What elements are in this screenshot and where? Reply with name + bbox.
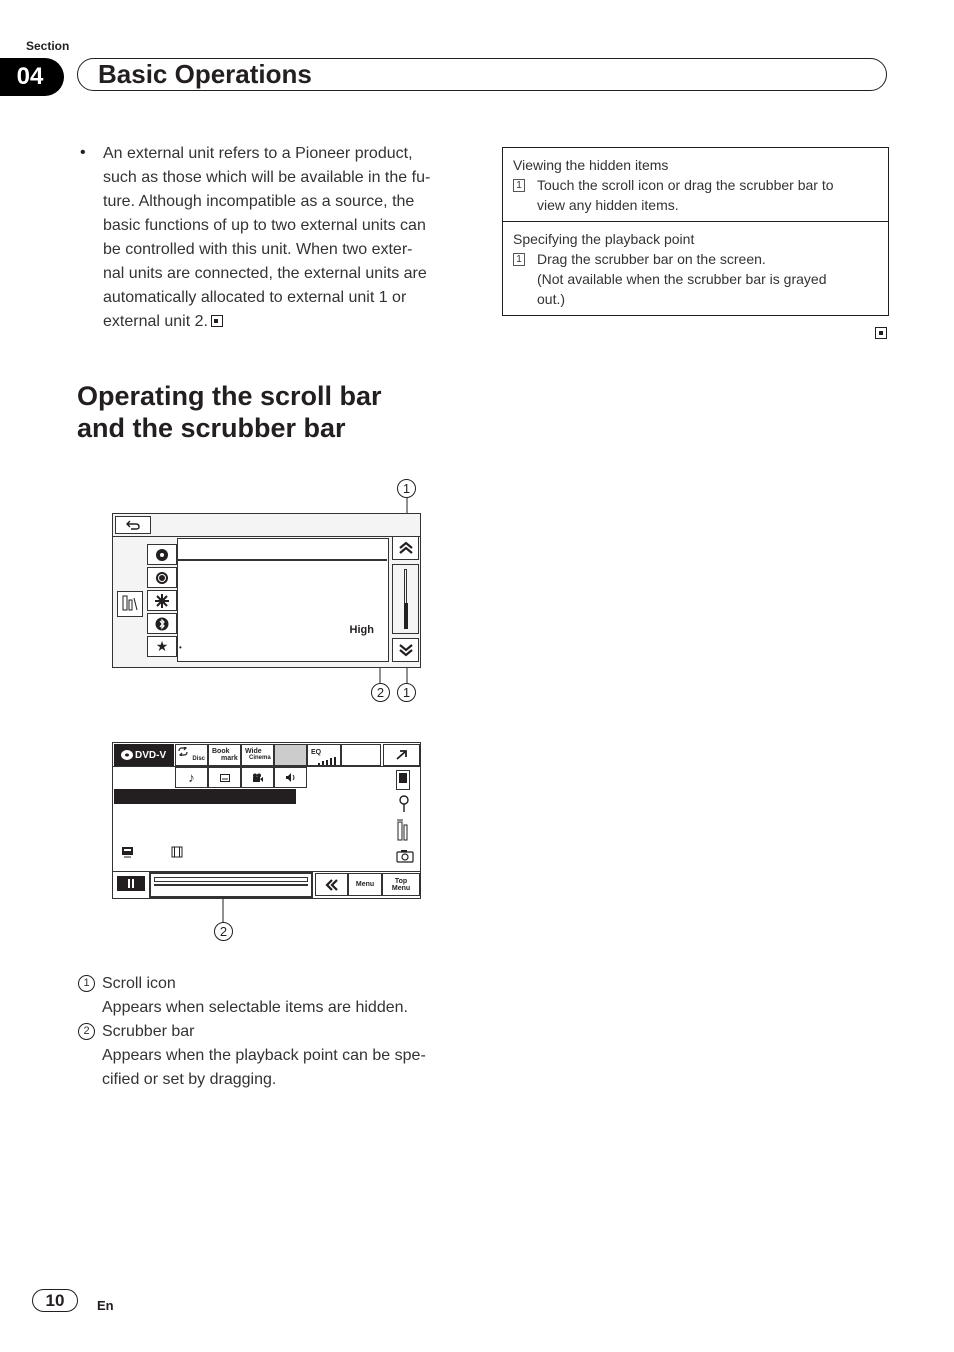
double-chevron-down-icon <box>398 643 414 657</box>
section-label: Section <box>26 39 70 53</box>
legend-item <box>78 972 468 1020</box>
step-line: view any hidden items. <box>537 197 679 213</box>
callout-2: 2 <box>371 683 390 702</box>
intro-line: nal units are connected, the external units are <box>103 265 427 282</box>
double-chevron-up-icon <box>398 541 414 555</box>
back-icon <box>126 520 140 530</box>
intro-line <box>103 310 471 334</box>
legend-title: Scroll icon <box>102 975 176 992</box>
legend-line: Appears when selectable items are hidden. <box>102 999 408 1016</box>
step-line: Drag the scrubber bar on the screen. <box>537 251 766 267</box>
bookmark-label-top: Book <box>212 748 230 755</box>
audio-tab-icon[interactable] <box>147 567 177 588</box>
intro-line-text: external unit 2. <box>103 313 208 330</box>
legend-item <box>78 1020 468 1092</box>
figure-scroll-bar <box>112 475 442 705</box>
intro-line: basic functions of up to two external units can <box>103 217 426 234</box>
bullet-dot: • <box>80 144 86 161</box>
note-playback-point <box>503 221 888 315</box>
wide-label-top: Wide <box>245 748 262 755</box>
step-number: 1 <box>513 253 525 266</box>
note-hidden-items <box>503 148 888 221</box>
intro-paragraph <box>103 142 471 334</box>
scroll-up-button[interactable] <box>392 536 419 560</box>
disc-label: Disc <box>192 756 205 762</box>
figure-scrubber-bar <box>112 742 422 946</box>
tool-tab-icon[interactable] <box>117 591 143 617</box>
callout-2: 2 <box>214 922 233 941</box>
legend-text <box>102 1020 426 1092</box>
back-button[interactable] <box>115 516 151 534</box>
step-line: out.) <box>537 291 566 307</box>
note-box <box>502 147 889 316</box>
callout-1: 1 <box>397 479 416 498</box>
section-heading <box>77 380 497 444</box>
settings-screen <box>112 513 421 668</box>
page-number: 10 <box>32 1289 78 1312</box>
note-step <box>513 249 878 309</box>
step-number: 1 <box>513 179 525 192</box>
wide-label-bottom: Cinema <box>249 755 271 761</box>
settings-list <box>177 538 389 662</box>
step-line: (Not available when the scrubber bar is grayed <box>537 271 827 287</box>
legend-text <box>102 972 408 1020</box>
legend-number: 1 <box>78 975 95 992</box>
top-menu-label-bottom: Menu <box>391 884 411 892</box>
note-title: Specifying the playback point <box>513 231 695 247</box>
list-marker: • <box>179 643 182 652</box>
heading-line: Operating the scroll bar <box>77 381 382 411</box>
intro-line: ture. Although incompatible as a source, the <box>103 193 415 210</box>
end-mark-icon <box>875 327 887 339</box>
bluetooth-tab-icon[interactable] <box>147 613 177 634</box>
scroll-down-button[interactable] <box>392 638 419 662</box>
intro-line: such as those which will be available in the fu- <box>103 169 431 186</box>
note-step <box>513 175 878 215</box>
top-menu-label-top: Top <box>394 877 408 885</box>
heading-line: and the scrubber bar <box>77 413 346 443</box>
step-text <box>537 249 827 309</box>
figure-legend <box>78 972 468 1092</box>
section-number: 04 <box>0 58 64 96</box>
disc-tab-icon[interactable] <box>147 544 177 565</box>
step-line: Touch the scroll icon or drag the scrubber bar to <box>537 177 834 193</box>
legend-line: Appears when the playback point can be spe- <box>102 1047 426 1064</box>
intro-line: An external unit refers to a Pioneer product, <box>103 145 413 162</box>
legend-number: 2 <box>78 1023 95 1040</box>
star-icon: ★ <box>155 638 169 654</box>
list-divider <box>178 559 387 561</box>
intro-line: be controlled with this unit. When two exter- <box>103 241 413 258</box>
menu-button[interactable]: Menu <box>348 873 382 896</box>
step-text <box>537 175 834 215</box>
settings-tab-icon[interactable] <box>147 590 177 611</box>
legend-line: cified or set by dragging. <box>102 1071 277 1088</box>
scroll-bar-thumb[interactable] <box>404 603 408 629</box>
eq-label: EQ <box>311 749 322 756</box>
legend-title: Scrubber bar <box>102 1023 195 1040</box>
divider <box>113 536 420 537</box>
section-title: Basic Operations <box>77 58 887 91</box>
bookmark-label-bottom: mark <box>221 755 238 762</box>
callout-lines <box>112 742 422 946</box>
language-label: En <box>97 1298 114 1313</box>
scroll-bar-track[interactable] <box>392 564 419 634</box>
music-note-icon: ♪ <box>188 770 195 785</box>
source-label: DVD-V <box>135 749 167 761</box>
note-title: Viewing the hidden items <box>513 157 669 173</box>
level-label: High <box>349 624 374 636</box>
callout-1: 1 <box>397 683 416 702</box>
intro-line: automatically allocated to external unit 1 or <box>103 289 407 306</box>
end-mark-icon <box>211 315 223 327</box>
favorite-tab-icon[interactable] <box>147 636 177 657</box>
